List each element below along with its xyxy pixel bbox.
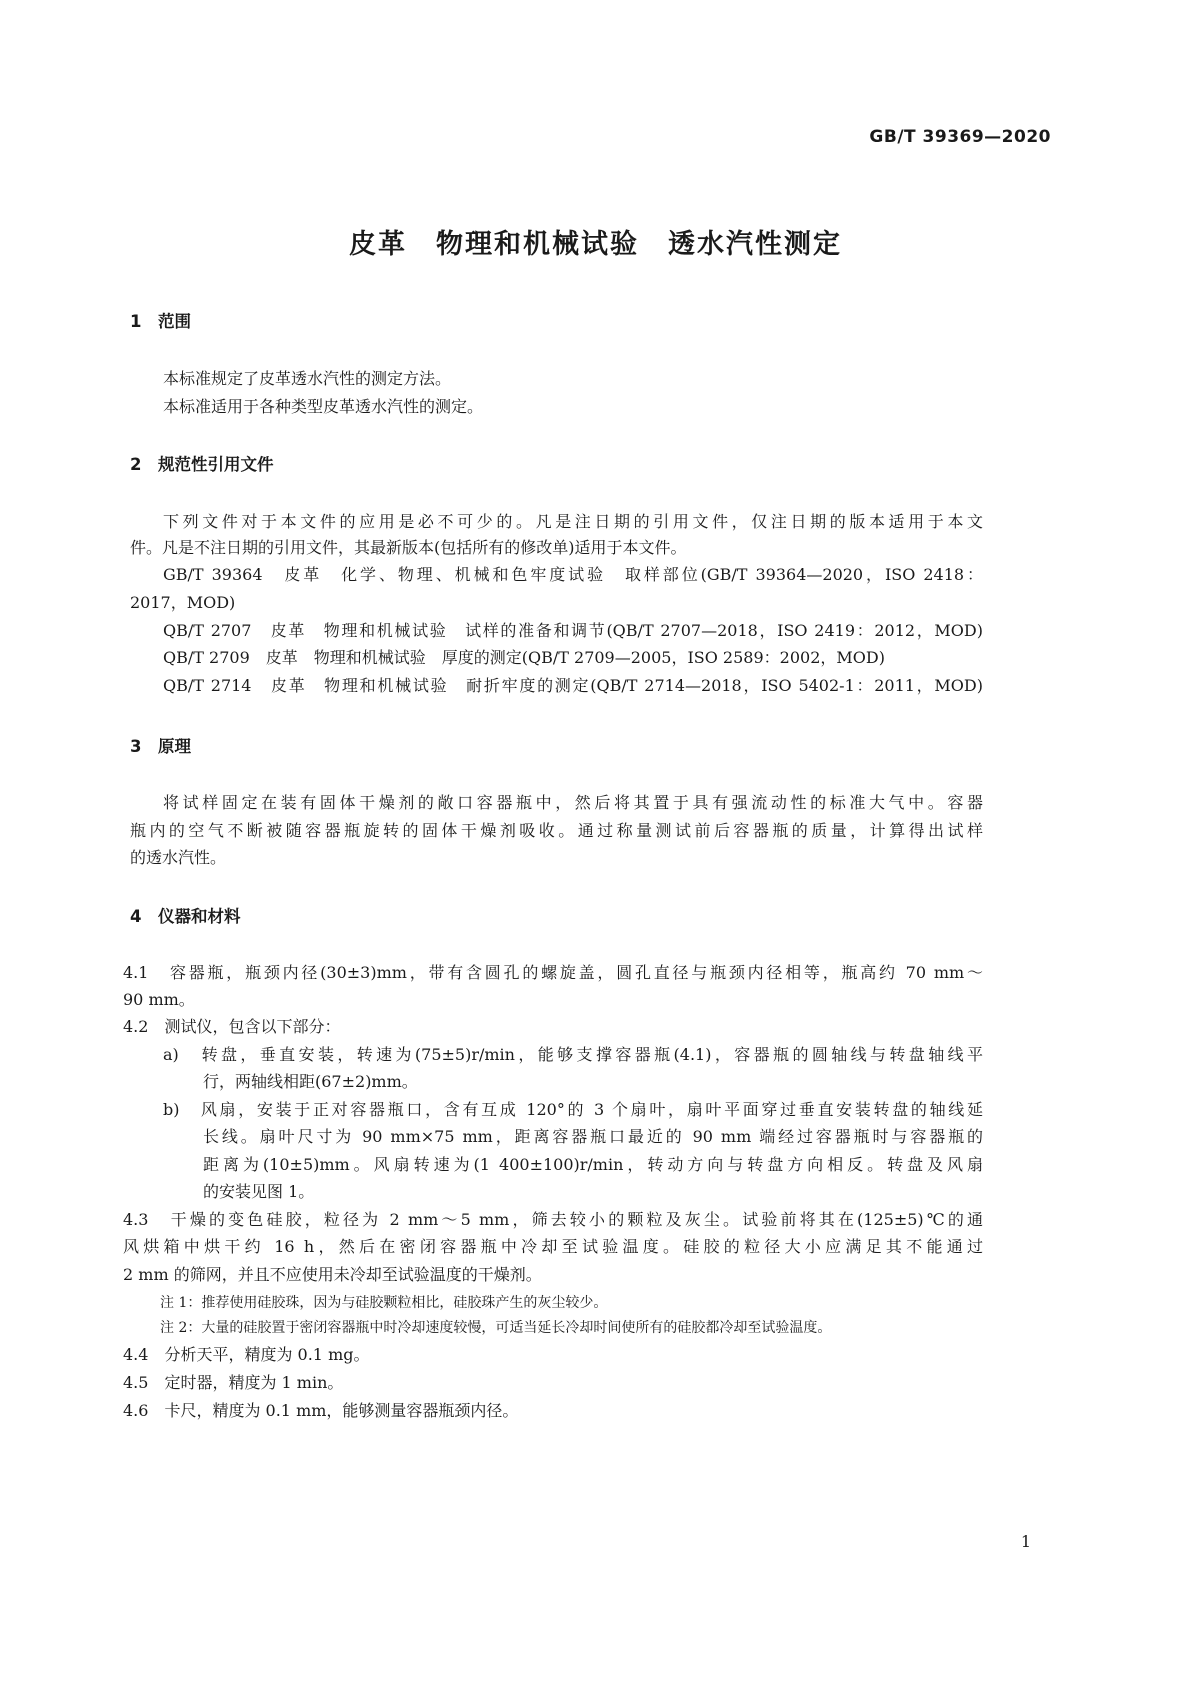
- clause-4-3-cont: 风烘箱中烘干约 16 h，然后在密闭容器瓶中冷却至试验温度。硅胶的粒径大小应满足其不能通过: [123, 1237, 983, 1256]
- clause-4-2: 4.2 测试仪，包含以下部分：: [123, 1017, 341, 1036]
- list-item-b-cont: 长线。扇叶尺寸为 90 mm×75 mm，距离容器瓶口最近的 90 mm 端经过容器瓶时与容器瓶的: [203, 1127, 983, 1146]
- section-1-line: 本标准适用于各种类型皮革透水汽性的测定。: [163, 397, 484, 416]
- section-3-heading: 3 原理: [130, 737, 191, 756]
- clause-4-1-cont: 90 mm。: [123, 990, 195, 1009]
- clause-4-6: 4.6 卡尺，精度为 0.1 mm，能够测量容器瓶颈内径。: [123, 1401, 519, 1420]
- clause-4-3: 4.3 干燥的变色硅胶，粒径为 2 mm～5 mm，筛去较小的颗粒及灰尘。试验前将其在(125±5)℃的通: [123, 1210, 983, 1229]
- section-4-heading: 4 仪器和材料: [130, 907, 241, 926]
- clause-4-1: 4.1 容器瓶，瓶颈内径(30±3)mm，带有含圆孔的螺旋盖，圆孔直径与瓶颈内径相等，瓶高约 70 mm～: [123, 963, 983, 982]
- section-3-line: 的透水汽性。: [130, 848, 227, 867]
- list-item-b-cont: 距离为(10±5)mm。风扇转速为(1 400±100)r/min，转动方向与转盘方向相反。转盘及风扇: [203, 1155, 983, 1174]
- section-1-line: 本标准规定了皮革透水汽性的测定方法。: [163, 369, 452, 388]
- standard-code: GB/T 39369—2020: [869, 127, 1051, 147]
- reference-qbt-2707: QB/T 2707 皮革 物理和机械试验 试样的准备和调节(QB/T 2707—2018，ISO 2419：2012，MOD): [163, 621, 983, 640]
- clause-4-3-cont: 2 mm 的筛网，并且不应使用未冷却至试验温度的干燥剂。: [123, 1265, 542, 1284]
- list-item-a: a) 转盘，垂直安装，转速为(75±5)r/min，能够支撑容器瓶(4.1)，容器瓶的圆轴线与转盘轴线平: [163, 1045, 983, 1064]
- section-1-heading: 1 范围: [130, 312, 191, 331]
- reference-qbt-2714: QB/T 2714 皮革 物理和机械试验 耐折牢度的测定(QB/T 2714—2018，ISO 5402-1：2011，MOD): [163, 676, 983, 695]
- section-3-line: 瓶内的空气不断被随容器瓶旋转的固体干燥剂吸收。通过称量测试前后容器瓶的质量，计算得出试样: [130, 821, 983, 840]
- list-item-b: b) 风扇，安装于正对容器瓶口，含有互成 120°的 3 个扇叶，扇叶平面穿过垂直安装转盘的轴线延: [163, 1100, 983, 1119]
- document-title: 皮革 物理和机械试验 透水汽性测定: [349, 229, 842, 260]
- clause-4-5: 4.5 定时器，精度为 1 min。: [123, 1373, 344, 1392]
- list-item-a-cont: 行，两轴线相距(67±2)mm。: [203, 1072, 418, 1091]
- clause-4-4: 4.4 分析天平，精度为 0.1 mg。: [123, 1345, 370, 1364]
- note-2: 注 2：大量的硅胶置于密闭容器瓶中时冷却速度较慢，可适当延长冷却时间使所有的硅胶都冷却至试验温度。: [160, 1320, 832, 1336]
- reference-gbt-39364-cont: 2017，MOD): [130, 593, 236, 612]
- section-3-line: 将试样固定在装有固体干燥剂的敞口容器瓶中，然后将其置于具有强流动性的标准大气中。容器: [163, 793, 983, 812]
- section-2-line: 下列文件对于本文件的应用是必不可少的。凡是注日期的引用文件，仅注日期的版本适用于本文: [163, 512, 983, 531]
- reference-qbt-2709: QB/T 2709 皮革 物理和机械试验 厚度的测定(QB/T 2709—2005，ISO 2589：2002，MOD): [163, 648, 885, 667]
- page-number: 1: [1020, 1532, 1031, 1551]
- section-2-line: 件。凡是不注日期的引用文件，其最新版本(包括所有的修改单)适用于本文件。: [130, 538, 687, 557]
- list-item-b-cont: 的安装见图 1。: [203, 1182, 315, 1201]
- note-1: 注 1：推荐使用硅胶珠，因为与硅胶颗粒相比，硅胶珠产生的灰尘较少。: [160, 1295, 608, 1311]
- section-2-heading: 2 规范性引用文件: [130, 455, 274, 474]
- reference-gbt-39364: GB/T 39364 皮革 化学、物理、机械和色牢度试验 取样部位(GB/T 39364—2020，ISO 2418：: [163, 565, 983, 584]
